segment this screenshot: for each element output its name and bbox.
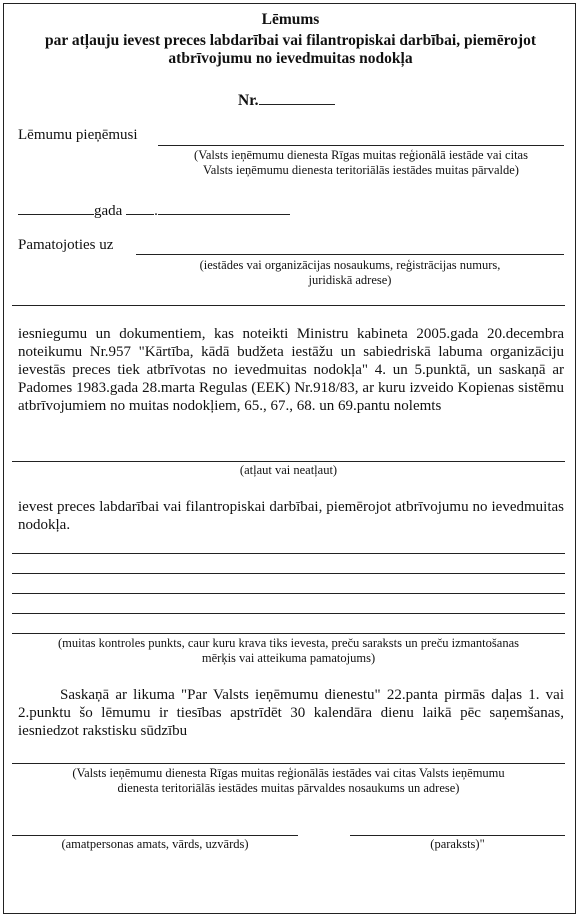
checkpoint-line-3[interactable] (12, 593, 565, 594)
decision-made-caption-2: Valsts ieņēmumu dienesta teritoriālās iestādes muitas pārvalde) (203, 163, 519, 177)
appeal-caption-1: (Valsts ieņēmumu dienesta Rīgas muitas reģionālās iestādes vai citas Valsts ieņēmumu (72, 766, 505, 780)
decision-number-field[interactable] (259, 90, 335, 105)
checkpoint-line-1[interactable] (12, 553, 565, 554)
signature-caption: (paraksts)" (430, 837, 485, 851)
appeal-paragraph: Saskaņā ar likuma "Par Valsts ieņēmumu dienestu" 22.panta pirmās daļas 1. vai 2.punktu šo lēmumu ir tiesības apstrīdēt 30 kalendāra dienu laikā pēc saņemšanas, iesniedzot rakstisku sūdzību (18, 687, 564, 739)
checkpoint-line-4[interactable] (12, 613, 565, 614)
decision-number (238, 90, 335, 110)
checkpoint-caption-2: mērķis vai atteikuma pamatojums) (201, 651, 376, 665)
document-title-line-2: par atļauju ievest preces labdarībai vai filantropiskai darbībai, piemērojot (45, 32, 536, 49)
basis-extra-line[interactable] (12, 305, 565, 306)
checkpoint-caption-1: (muitas kontroles punkts, caur kuru krava tiks ievesta, preču saraksts un preču izmantošanas (58, 636, 519, 650)
document-title-line-1: Lēmums (261, 11, 320, 28)
decision-made-field[interactable] (158, 145, 564, 146)
decision-made-caption-1: (Valsts ieņēmumu dienesta Rīgas muitas reģionālā iestāde vai citas (194, 148, 528, 162)
official-name-field[interactable] (12, 835, 298, 836)
decision-number-label: Nr. (238, 92, 259, 109)
document-title-line-3: atbrīvojumu no ievedmuitas nodokļa (168, 50, 413, 67)
date-year-label: gada (94, 203, 123, 219)
checkpoint-line-5[interactable] (12, 633, 565, 634)
legal-basis-paragraph: iesniegumu un dokumentiem, kas noteikti Ministru kabineta 2005.gada 20.decembra noteikumu Nr.957 "Kārtība, kādā budžeta iestāžu un sabiedriskā labuma organizāciju ievestās preces tiek atbrīvotas no ievedmuitas nodokļa" 4. un 5.punktā, un saskaņā ar Padomes 1983.gada 28.marta Regulas (EEK) Nr.918/83, ar kuru izveido Kopienas sistēmu atbrīvojumiem no muitas nodokļiem, 65., 67., 68. un 69.pantu nolemts (18, 326, 564, 414)
date-separator: . (154, 203, 158, 219)
date-row (18, 200, 290, 220)
date-year-field[interactable] (18, 200, 94, 215)
permit-caption: (atļaut vai neatļaut) (239, 463, 338, 477)
basis-label: Pamatojoties uz (18, 237, 114, 253)
decision-made-label: Lēmumu pieņēmusi (18, 127, 138, 143)
date-day-field[interactable] (126, 200, 154, 215)
permit-decision-field[interactable] (12, 461, 565, 462)
checkpoint-line-2[interactable] (12, 573, 565, 574)
basis-caption-1: (iestādes vai organizācijas nosaukums, reģistrācijas numurs, (199, 258, 501, 272)
official-caption: (amatpersonas amats, vārds, uzvārds) (61, 837, 249, 851)
appeal-caption-2: dienesta teritoriālās iestādes muitas pārvaldes nosaukums un adrese) (117, 781, 460, 795)
signature-field[interactable] (350, 835, 565, 836)
date-month-field[interactable] (158, 200, 290, 215)
import-goods-paragraph: ievest preces labdarībai vai filantropiskai darbībai, piemērojot atbrīvojumu no ievedmuitas nodokļa. (18, 499, 564, 533)
appeal-authority-field[interactable] (12, 763, 565, 764)
basis-caption-2: juridiskā adrese) (308, 273, 392, 287)
basis-field[interactable] (136, 254, 564, 255)
